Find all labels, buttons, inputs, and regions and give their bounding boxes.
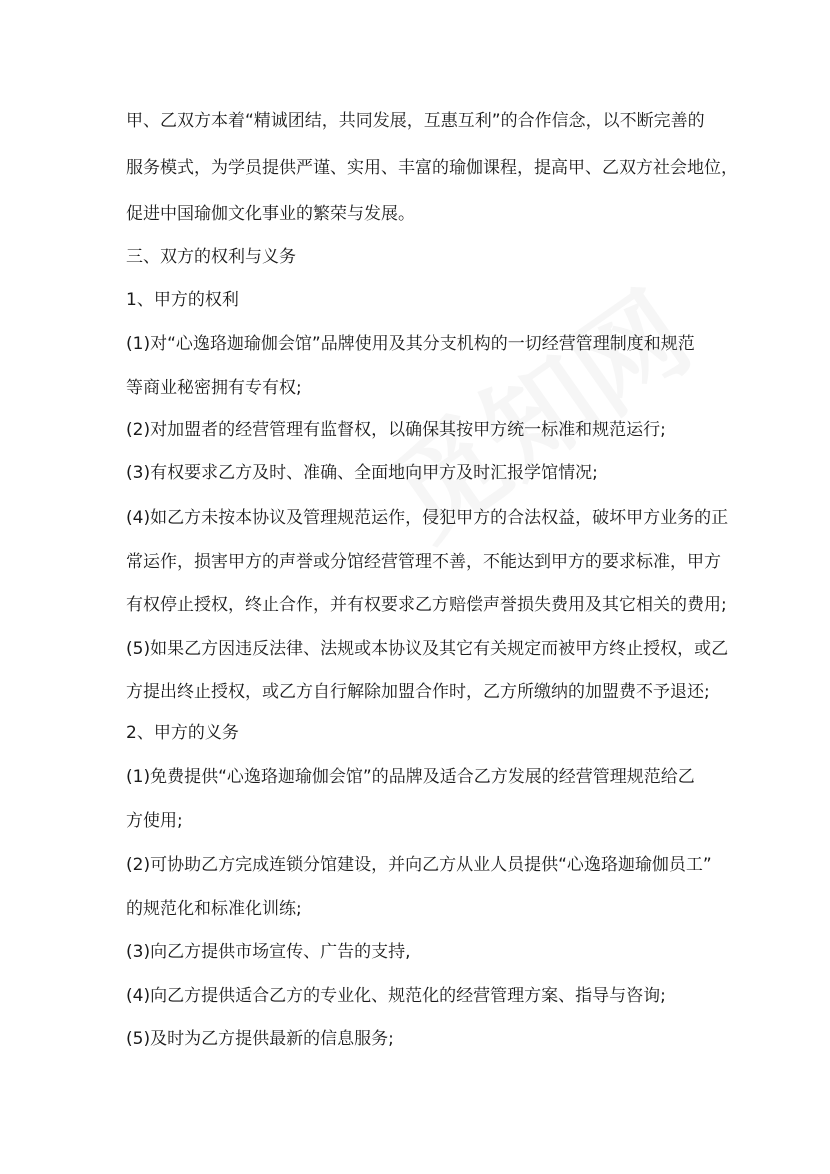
text-line: (1)免费提供“心逸珞迦瑜伽会馆”的品牌及适合乙方发展的经营管理规范给乙 [126, 767, 695, 787]
text-line: 甲、乙双方本着“精诚团结，共同发展，互惠互利”的合作信念，以不断完善的 [126, 111, 705, 131]
text-line: (2)可协助乙方完成连锁分馆建设，并向乙方从业人员提供“心逸珞迦瑜伽员工” [126, 855, 712, 875]
text-line: (1)对“心逸珞迦瑜伽会馆”品牌使用及其分支机构的一切经营管理制度和规范 [126, 334, 695, 354]
text-line: (5)及时为乙方提供最新的信息服务; [126, 1029, 394, 1049]
text-line: 方提出终止授权，或乙方自行解除加盟合作时，乙方所缴纳的加盟费不予退还; [126, 682, 710, 702]
text-line: 方使用; [126, 811, 183, 831]
text-line: 的规范化和标准化训练; [126, 899, 302, 919]
text-line: (2)对加盟者的经营管理有监督权，以确保其按甲方统一标准和规范运行; [126, 420, 666, 440]
text-line: (4)向乙方提供适合乙方的专业化、规范化的经营管理方案、指导与咨询; [126, 986, 666, 1006]
text-line: 常运作，损害甲方的声誉或分馆经营管理不善，不能达到甲方的要求标准，甲方 [126, 552, 721, 572]
section-heading: 三、双方的权利与义务 [126, 247, 296, 267]
text-line: (3)有权要求乙方及时、准确、全面地向甲方及时汇报学馆情况; [126, 463, 598, 483]
text-line: 有权停止授权，终止合作，并有权要求乙方赔偿声誉损失费用及其它相关的费用; [126, 595, 727, 615]
text-line: 等商业秘密拥有专有权; [126, 378, 302, 398]
text-line: 促进中国瑜伽文化事业的繁荣与发展。 [126, 204, 415, 224]
text-line: 服务模式，为学员提供严谨、实用、丰富的瑜伽课程，提高甲、乙双方社会地位， [126, 158, 738, 178]
subsection-heading: 2、甲方的义务 [126, 723, 239, 743]
text-line: (4)如乙方未按本协议及管理规范运作，侵犯甲方的合法权益，破坏甲方业务的正 [126, 508, 729, 528]
text-line: (5)如果乙方因违反法律、法规或本协议及其它有关规定而被甲方终止授权，或乙 [126, 639, 729, 659]
text-line: (3)向乙方提供市场宣传、广告的支持, [126, 942, 411, 962]
subsection-heading: 1、甲方的权利 [126, 290, 239, 310]
